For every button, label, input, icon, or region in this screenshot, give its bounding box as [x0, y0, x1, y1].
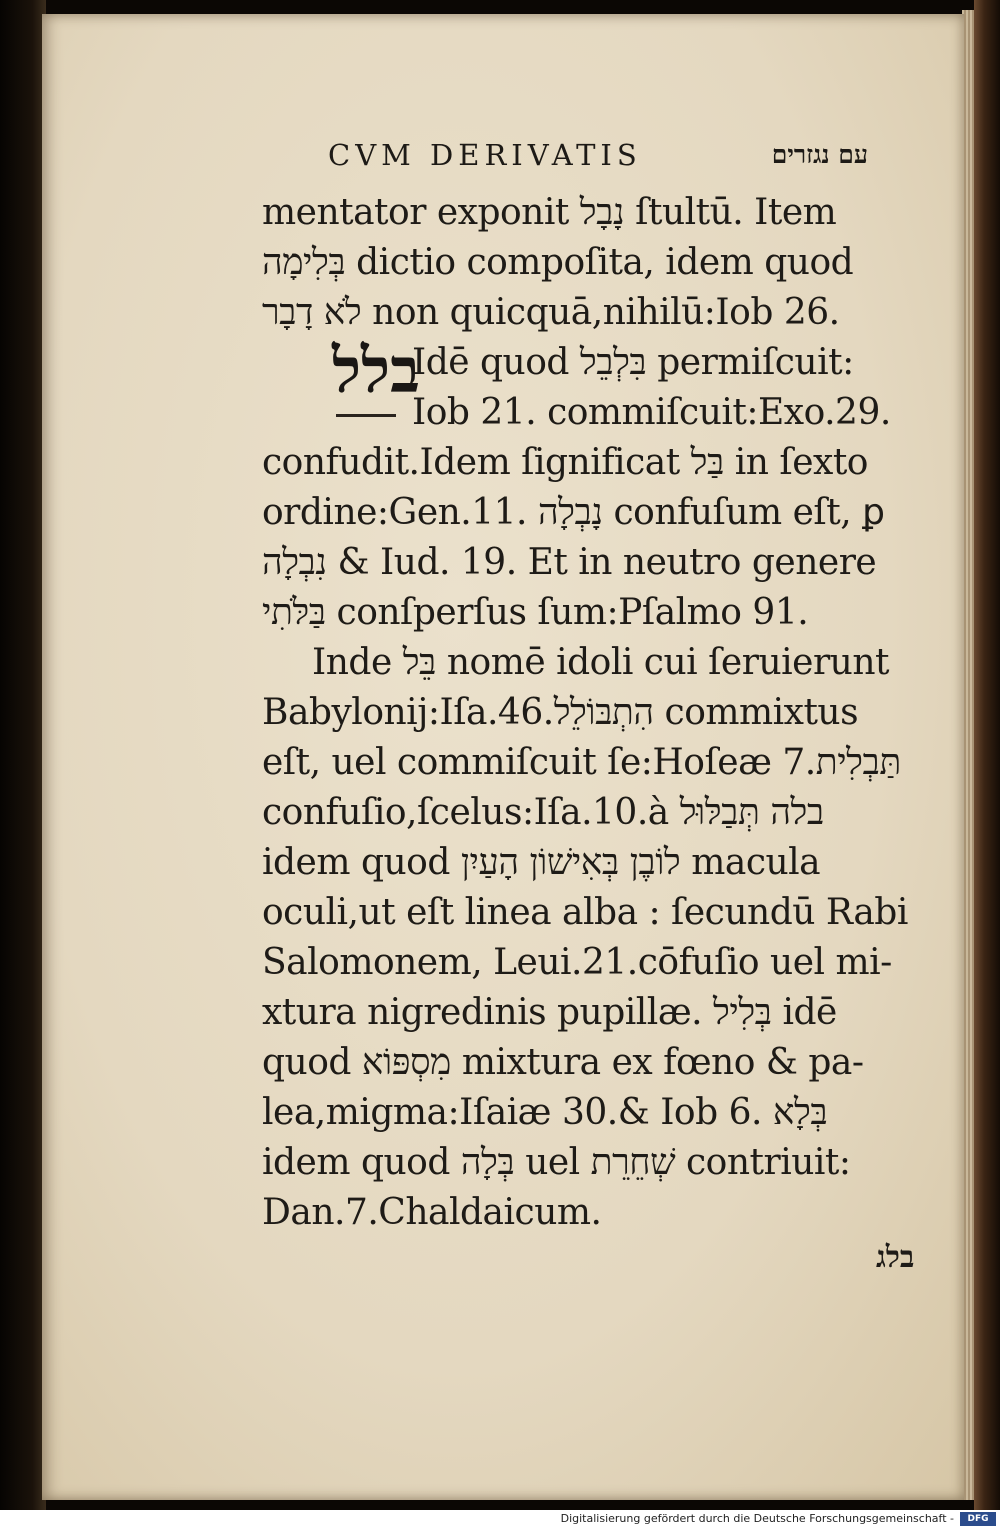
book-spine-left [0, 0, 46, 1510]
text-line: Idē quod בִּלְבֵל permiſcuit: [412, 342, 854, 383]
body-text [262, 188, 942, 1238]
dfg-logo: DFG [960, 1512, 996, 1526]
text-line: idem quod בְּלָה uel שְׁחֵרֵת contriuit: [262, 1142, 851, 1183]
text-line: quod מִסְפּוֹא mixtura ex fœno & pa- [262, 1042, 864, 1083]
text-line: Inde בֵּל nomē idoli cui ſeruierunt [312, 642, 889, 683]
text-line: לֹא דָבָר non quicquā,nihilū:Iob 26. [262, 292, 840, 333]
text-line: נִבְלָה & Iud. 19. Et in neutro genere [262, 542, 877, 583]
text-line: בַּלֹּתִי conſperſus ſum:Pſalmo 91. [262, 592, 809, 633]
text-line: eſt, uel commiſcuit ſe:Hoſeæ 7.תַּבְלִית [262, 742, 901, 783]
running-head-hebrew: עם נגזרים [771, 140, 868, 169]
running-head [328, 138, 868, 178]
book-cover-right [974, 0, 1000, 1510]
text-line: ordine:Gen.11. נָבְלָה confuſum eſt, ꝑ [262, 492, 885, 533]
text-line: confuſio,ſcelus:Iſa.10.à בלה תְּבַלּוּל [262, 792, 824, 833]
footer-bar [0, 1510, 1000, 1529]
text-line: idem quod לוֹבֶן בְּאִישׁוֹן הָעַיִן macula [262, 842, 821, 883]
funding-credit: Digitalisierung gefördert durch die Deutsche Forschungsgemeinschaft - [560, 1512, 954, 1525]
text-line: xtura nigredinis pupillæ. בְּלִיל idē [262, 992, 837, 1033]
running-head-latin: CVM DERIVATIS [328, 138, 642, 172]
text-line: Salomonem, Leui.21.cōfuſio uel mi- [262, 942, 892, 983]
text-line: בְּלִימָה dictio compoſita, idem quod [262, 242, 854, 283]
text-line: Dan.7.Chaldaicum. [262, 1192, 602, 1233]
text-line: confudit.Idem ſignificat בַּל in ſexto [262, 442, 868, 483]
text-line: mentator exponit נָבָל ſtultū. Item [262, 192, 837, 233]
text-line: oculi,ut eſt linea alba : ſecundū Rabi [262, 892, 908, 933]
headword-hebrew: בלל [332, 334, 420, 407]
text-line: lea,migma:Iſaiæ 30.& Iob 6. בְּלָא [262, 1092, 828, 1133]
catchword: בלג [876, 1240, 915, 1275]
text-line: Babylonij:Iſa.46.הִתְבּוֹלֵל commixtus [262, 692, 859, 733]
text-line: Iob 21. commiſcuit:Exo.29. [412, 392, 891, 433]
